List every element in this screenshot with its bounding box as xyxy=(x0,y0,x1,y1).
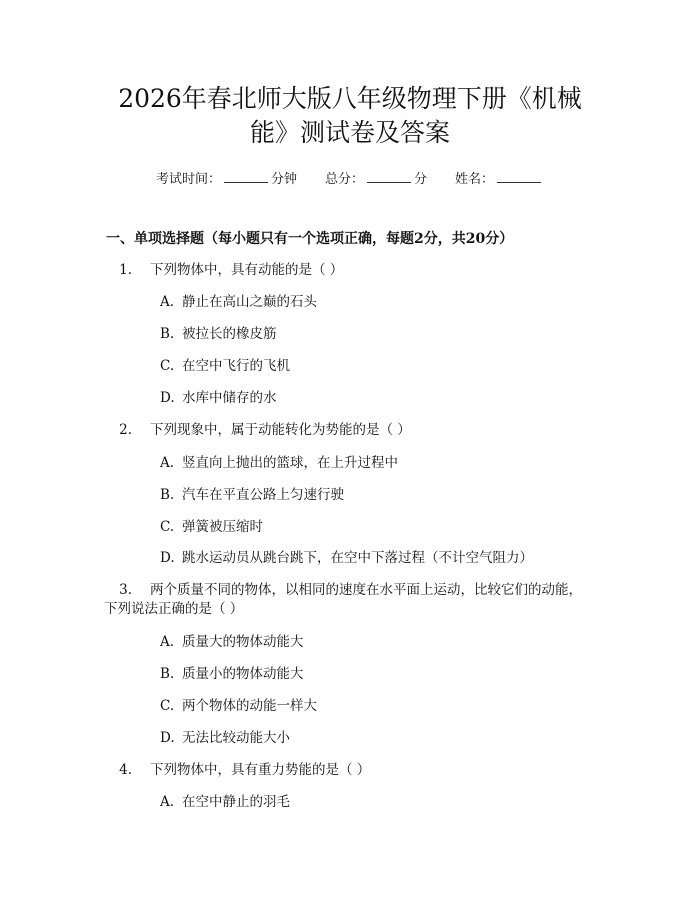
document-title xyxy=(90,82,610,150)
title-line-1: 2026年春北师大版八年级物理下册《机械 xyxy=(118,84,582,113)
option-letter: A. xyxy=(160,294,175,310)
option-text: 在空中静止的羽毛 xyxy=(182,794,290,810)
title-line-2: 能》测试卷及答案 xyxy=(249,118,450,147)
option-text: 弹簧被压缩时 xyxy=(182,519,263,535)
question-4: 4. 下列物体中，具有重力势能的是（ ） xyxy=(119,762,371,778)
option-letter: C. xyxy=(160,519,175,535)
option-letter: A. xyxy=(160,794,175,810)
question-3-option-d xyxy=(160,728,290,748)
question-3-option-a xyxy=(160,632,304,652)
question-1-option-a xyxy=(160,292,317,312)
option-text: 质量大的物体动能大 xyxy=(182,634,304,650)
question-3-option-b xyxy=(160,664,304,684)
section-heading: 一、单项选择题（每小题只有一个选项正确，每题2分，共20分） xyxy=(106,231,514,247)
option-letter: D. xyxy=(160,550,175,566)
option-letter: B. xyxy=(160,326,175,342)
question-1: 1. 下列物体中，具有动能的是（ ） xyxy=(119,262,344,278)
exam-meta xyxy=(0,168,700,190)
question-1-option-c xyxy=(160,356,290,376)
option-text: 质量小的物体动能大 xyxy=(182,666,304,682)
option-letter: C. xyxy=(160,698,175,714)
question-2: 2. 下列现象中，属于动能转化为势能的是（ ） xyxy=(119,422,411,438)
question-4-option-a xyxy=(160,792,290,812)
option-text: 静止在高山之巅的石头 xyxy=(182,294,317,310)
time-blank xyxy=(224,168,268,183)
name-blank xyxy=(497,168,541,183)
option-text: 跳水运动员从跳台跳下，在空中下落过程（不计空气阻力） xyxy=(182,550,533,566)
option-text: 水库中储存的水 xyxy=(182,390,277,406)
question-2-option-b xyxy=(160,485,344,505)
option-letter: C. xyxy=(160,358,175,374)
question-1-option-b xyxy=(160,324,277,344)
option-letter: B. xyxy=(160,666,175,682)
option-letter: B. xyxy=(160,487,175,503)
option-letter: D. xyxy=(160,390,175,406)
question-2-option-c xyxy=(160,517,263,537)
question-1-option-d xyxy=(160,388,277,408)
option-text: 被拉长的橡皮筋 xyxy=(182,326,277,342)
option-text: 两个物体的动能一样大 xyxy=(182,698,317,714)
option-text: 在空中飞行的飞机 xyxy=(182,358,290,374)
option-letter: A. xyxy=(160,455,175,471)
student-name: 姓名： xyxy=(455,168,544,190)
score-blank xyxy=(367,168,411,183)
option-text: 无法比较动能大小 xyxy=(182,730,290,746)
option-letter: D. xyxy=(160,730,175,746)
option-text: 汽车在平直公路上匀速行驶 xyxy=(182,487,344,503)
question-2-option-d xyxy=(160,548,533,568)
option-text: 竖直向上抛出的篮球，在上升过程中 xyxy=(182,455,398,471)
total-score: 总分： 分 xyxy=(325,168,427,190)
question-3-option-c xyxy=(160,696,317,716)
option-letter: A. xyxy=(160,634,175,650)
question-3-continued: 下列说法正确的是（ ） xyxy=(104,601,244,617)
exam-time: 考试时间： 分钟 xyxy=(156,168,297,190)
question-3: 3. 两个质量不同的物体，以相同的速度在水平面上运动，比较它们的动能， xyxy=(119,582,582,598)
question-2-option-a xyxy=(160,453,398,473)
